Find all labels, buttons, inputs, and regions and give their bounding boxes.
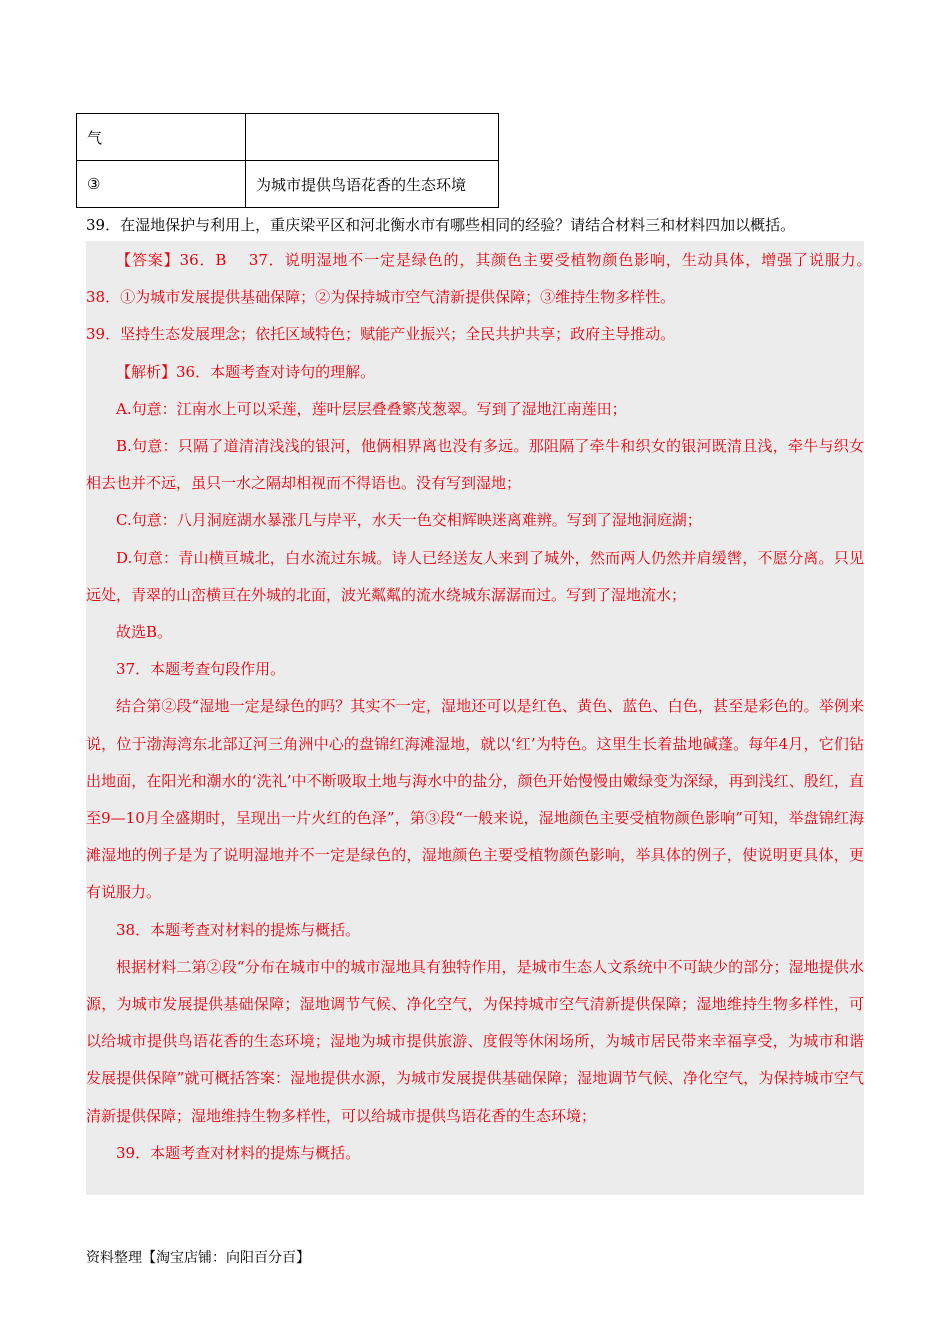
page-footer: 资料整理【淘宝店铺：向阳百分百】: [86, 1250, 310, 1266]
table-row: [77, 161, 499, 208]
analysis-36-conclusion: 故选B。: [116, 623, 173, 642]
analysis-36-heading: 【解析】36．本题考查对诗句的理解。: [116, 362, 376, 381]
table-cell: ③: [77, 161, 246, 208]
question-39: 39．在湿地保护与利用上，重庆梁平区和河北衡水市有哪些相同的经验？请结合材料三和材料四加以概括。: [86, 216, 796, 234]
answer-39: 39．坚持生态发展理念；依托区域特色；赋能产业振兴；全民共护共享；政府主导推动。: [86, 325, 676, 344]
table-cell: [246, 114, 499, 161]
table-row: [77, 114, 499, 161]
table-cell: 气: [77, 114, 246, 161]
analysis-39-heading: 39．本题考查对材料的提炼与概括。: [116, 1143, 361, 1162]
analysis-option-c: C.句意：八月洞庭湖水暴涨几与岸平，水天一色交相辉映迷离难辨。写到了湿地洞庭湖；: [116, 511, 702, 530]
material-table: [76, 113, 499, 208]
analysis-option-b: B.句意：只隔了道清清浅浅的银河，他俩相界离也没有多远。那阻隔了牵牛和织女的银河既清且浅，牵牛与织女相去也并不远，虽只一水之隔却相视而不得语也。没有写到湿地；: [86, 437, 864, 493]
analysis-38-body: 根据材料二第②段“分布在城市中的城市湿地具有独特作用，是城市生态人文系统中不可缺少的部分；湿地提供水源，为城市发展提供基础保障；湿地调节气候、净化空气，为保持城市空气清新提供保障；湿地维持生物多样性，可以给城市提供鸟语花香的生态环境；湿地为城市提供旅游、度假等休闲场所，为城市居民带来幸福享受，为城市和谐发展提供保障”就可概括答案：湿地提供水源，为城市发展提供基础保障；湿地调节气候、净化空气，为保持城市空气清新提供保障；湿地维持生物多样性，可以给城市提供鸟语花香的生态环境；: [86, 957, 864, 1125]
analysis-37-body: 结合第②段“湿地一定是绿色的吗？其实不一定，湿地还可以是红色、黄色、蓝色、白色，甚至是彩色的。举例来说，位于渤海湾东北部辽河三角洲中心的盘锦红海滩湿地，就以‘红’为特色。这里生长着盐地碱蓬。每年4月，它们钻出地面，在阳光和潮水的‘洗礼’中不断吸取土地与海水中的盐分，颜色开始慢慢由嫩绿变为深绿，再到浅红、殷红，直至9—10月全盛期时，呈现出一片火红的色泽”，第③段“一般来说，湿地颜色主要受植物颜色影响”可知，举盘锦红海滩湿地的例子是为了说明湿地并不一定是绿色的，湿地颜色主要受植物颜色影响，举具体的例子，使说明更具体，更有说服力。: [86, 697, 864, 902]
analysis-option-d: D.句意：青山横亘城北，白水流过东城。诗人已经送友人来到了城外，然而两人仍然并肩缓辔，不愿分离。只见远处，青翠的山峦横亘在外城的北面，波光粼粼的流水绕城东潺潺而过。写到了湿地流水；: [86, 548, 864, 604]
table-cell: 为城市提供鸟语花香的生态环境: [246, 161, 499, 208]
answer-section: [86, 241, 895, 1195]
analysis-option-a: A.句意：江南水上可以采莲，莲叶层层叠叠繁茂葱翠。写到了湿地江南莲田；: [116, 399, 627, 418]
analysis-37-heading: 37．本题考查句段作用。: [116, 660, 286, 679]
answer-summary: 【答案】36．B 37．说明湿地不一定是绿色的，其颜色主要受植物颜色影响，生动具体，增强了说服力。 38．①为城市发展提供基础保障；②为保持城市空气清新提供保障；③维持生物多样性。: [86, 251, 895, 307]
analysis-38-heading: 38．本题考查对材料的提炼与概括。: [116, 920, 361, 939]
